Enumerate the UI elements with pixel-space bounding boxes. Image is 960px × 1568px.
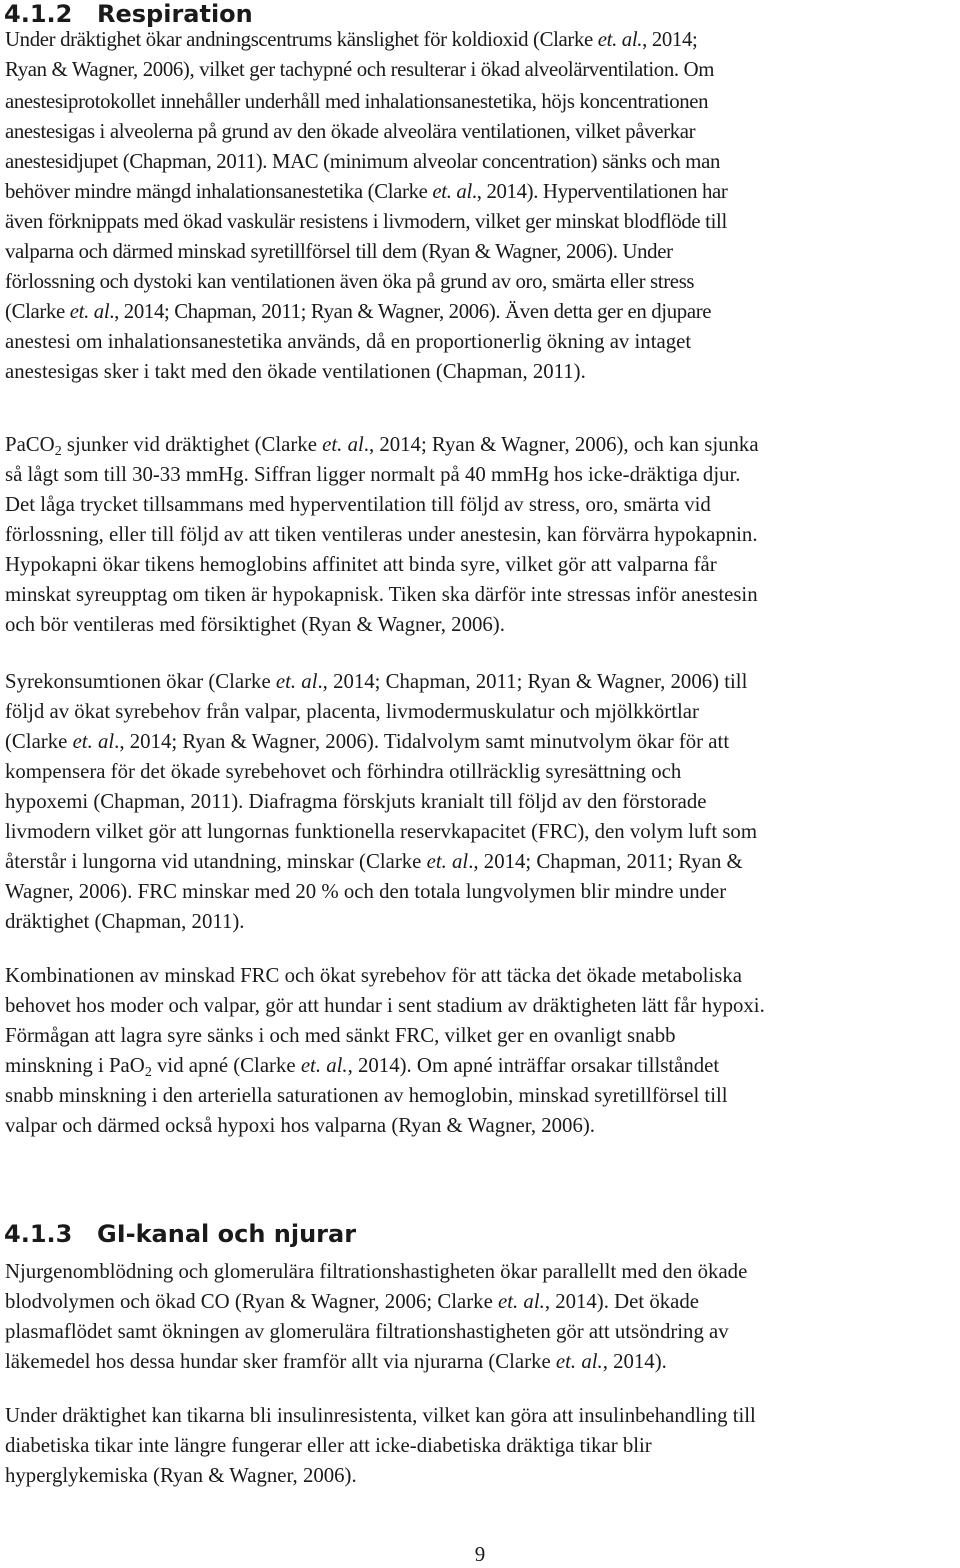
section-heading-respiration [4,0,253,28]
text-run: hypoxemi (Chapman, 2011). Diafragma förskjuts kranialt till följd av den förstorade [5,790,707,813]
text-run: förlossning och dystoki kan ventilationen även öka på grund av oro, smärta eller stress [5,270,695,293]
italic-citation: et. al [275,670,318,693]
text-run: ., 2014; Ryan & Wagner, 2006). Tidalvolym samt minutvolym ökar för att [114,730,730,753]
text-run: anestesi om inhalationsanestetika används, då en proportionerlig ökning av intaget [5,330,692,353]
italic-citation: et. al [69,300,110,323]
text-run: anestesigas i alveolerna på grund av den ökade alveolära ventilationen, vilket påverkar [5,120,696,143]
section-number: 4.1.2 [4,0,73,28]
text-line [5,1054,720,1080]
text-run: Njurgenomblödning och glomerulära filtrationshastigheten ökar parallellt med den ökade [5,1260,748,1283]
text-run: sjunker vid dräktighet (Clarke [61,433,323,456]
text-run: följd av ökat syrebehov från valpar, placenta, livmodermuskulatur och mjölkkörtlar [5,700,699,723]
text-line [5,495,711,516]
text-run: återstår i lungorna vid utandning, minskar (Clarke [5,850,427,873]
text-run: och bör ventileras med försiktighet (Ryan & Wagner, 2006). [5,613,505,636]
text-line [5,822,757,843]
text-line [5,1466,357,1487]
text-run: hyperglykemiska (Ryan & Wagner, 2006). [5,1464,357,1487]
text-run: (Clarke [5,300,70,323]
text-line [5,1026,676,1047]
text-run: ., 2014; Chapman, 2011; Ryan & [468,850,743,873]
text-line [5,60,714,81]
text-line [5,433,759,459]
text-run: livmodern vilket gör att lungornas funktionella reservkapacitet (FRC), den volym luft som [5,820,757,843]
text-run: Under dräktighet kan tikarna bli insulinresistenta, vilket kan göra att insulinbehandling till [5,1404,756,1427]
text-line [5,1436,652,1457]
text-run: plasmaflödet samt ökningen av glomerulära filtrationshastigheten gör att utsöndring av [5,1320,729,1343]
text-run: kompensera för det ökade syrebehovet och förhindra otillräcklig syresättning och [5,760,682,783]
text-run: Hypokapni ökar tikens hemoglobins affinitet att binda syre, vilket gör att valparna får [5,553,717,576]
text-run: valpar och därmed också hypoxi hos valparna (Ryan & Wagner, 2006). [5,1114,595,1137]
text-run: anestesigas sker i takt med den ökade ventilationen (Chapman, 2011). [5,360,586,383]
text-line [5,272,694,293]
italic-citation: et. al. [300,1054,348,1077]
text-line [5,792,707,813]
text-run: dräktighet (Chapman, 2011). [5,910,245,933]
text-line [5,525,758,546]
text-line [5,212,727,233]
italic-citation: et. al [72,730,115,753]
text-run: blodvolymen och ökad CO (Ryan & Wagner, 2006; Clarke [5,1290,499,1313]
text-run: Syrekonsumtionen ökar (Clarke [5,670,276,693]
text-run: Wagner, 2006). FRC minskar med 20 % och den totala lungvolymen blir mindre under [5,880,727,903]
text-run: ., 2014; Chapman, 2011; Ryan & Wagner, 2006). Även detta ger en djupare [109,300,712,323]
text-run: Under dräktighet ökar andningscentrums känslighet för koldioxid (Clarke [5,28,598,51]
text-line [5,152,720,173]
text-line [5,762,681,783]
text-line [5,92,708,113]
text-run: Ryan & Wagner, 2006), vilket ger tachypné och resulterar i ökad alveolärventilation. Om [5,58,715,81]
text-run: , 2014). Det ökade [544,1290,700,1313]
text-line [5,362,586,383]
text-line [5,242,673,263]
text-line [5,672,747,693]
italic-citation: et. al. [555,1350,603,1373]
text-line [5,1116,595,1137]
text-run: , 2014). [602,1350,667,1373]
text-line [5,1292,699,1313]
text-run: anestesiprotokollet innehåller underhåll med inhalationsanestetika, höjs koncentrationen [5,90,709,113]
text-run: PaCO [5,433,55,456]
text-line [5,882,726,903]
italic-citation: et. al. [597,28,643,51]
page-number: 9 [474,1542,486,1566]
text-line [5,465,740,486]
text-run: anestesidjupet (Chapman, 2011). MAC (minimum alveolar concentration) sänks och man [5,150,720,173]
text-line [5,555,717,576]
text-run: läkemedel hos dessa hundar sker framför allt via njurarna (Clarke [5,1350,556,1373]
section-title: Respiration [97,0,253,28]
text-run: ., 2014). Hyperventilationen har [471,180,728,203]
text-line [5,1406,756,1427]
text-run: snabb minskning i den arteriella saturationen av hemoglobin, minskad syretillförsel till [5,1084,728,1107]
text-line [5,852,743,873]
text-run: Det låga trycket tillsammans med hyperventilation till följd av stress, oro, smärta vid [5,493,711,516]
text-run: ., 2014; Chapman, 2011; Ryan & Wagner, 2006) till [317,670,748,693]
text-run: (Clarke [5,730,73,753]
section-number: 4.1.3 [4,1220,73,1248]
text-run: förlossning, eller till följd av att tiken ventileras under anestesin, kan förvärra hypokapnin. [5,523,758,546]
text-line [5,332,691,353]
text-line [5,1322,729,1343]
italic-citation: et. al. [498,1290,545,1313]
text-line [5,996,765,1017]
text-run: minskat syreupptag om tiken är hypokapnisk. Tiken ska därför inte stressas inför anestesin [5,583,758,606]
text-run: behovet hos moder och valpar, gör att hundar i sent stadium av dräktigheten lätt får hypoxi. [5,994,765,1017]
text-line [5,182,728,203]
text-line [5,912,245,933]
section-heading-gi [4,1220,356,1248]
text-run: , 2014). Om apné inträffar orsakar tillståndet [347,1054,720,1077]
italic-citation: et. al [426,850,469,873]
text-line [5,1086,728,1107]
text-run: diabetiska tikar inte längre fungerar eller att icke-diabetiska dräktiga tikar blir [5,1434,652,1457]
text-run: ., 2014; Ryan & Wagner, 2006), och kan sjunka [363,433,759,456]
italic-citation: et. al [432,180,472,203]
text-line [5,30,697,51]
text-line [5,1262,747,1283]
text-line [5,585,758,606]
text-line [5,122,695,143]
text-run: Förmågan att lagra syre sänks i och med sänkt FRC, vilket ger en ovanligt snabb [5,1024,676,1047]
text-run: valparna och därmed minskad syretillförsel till dem (Ryan & Wagner, 2006). Under [5,240,673,263]
text-line [5,302,711,323]
text-run: , 2014; [642,28,698,51]
text-run: Kombinationen av minskad FRC och ökat syrebehov för att täcka det ökade metaboliska [5,964,742,987]
subscript: 2 [144,1065,152,1080]
text-line [5,702,699,723]
italic-citation: et. al [322,433,364,456]
text-run: vid apné (Clarke [151,1054,301,1077]
text-run: så lågt som till 30-33 mmHg. Siffran ligger normalt på 40 mmHg hos icke-dräktiga djur. [5,463,741,486]
text-line [5,615,505,636]
text-run: minskning i PaO [5,1054,145,1077]
text-line [5,966,742,987]
text-run: även förknippats med ökad vaskulär resistens i livmodern, vilket ger minskat blodflöde till [5,210,727,233]
text-line [5,732,729,753]
section-title: GI-kanal och njurar [97,1220,357,1248]
text-run: behöver mindre mängd inhalationsanestetika (Clarke [5,180,433,203]
subscript: 2 [54,444,62,459]
text-line [5,1352,667,1373]
